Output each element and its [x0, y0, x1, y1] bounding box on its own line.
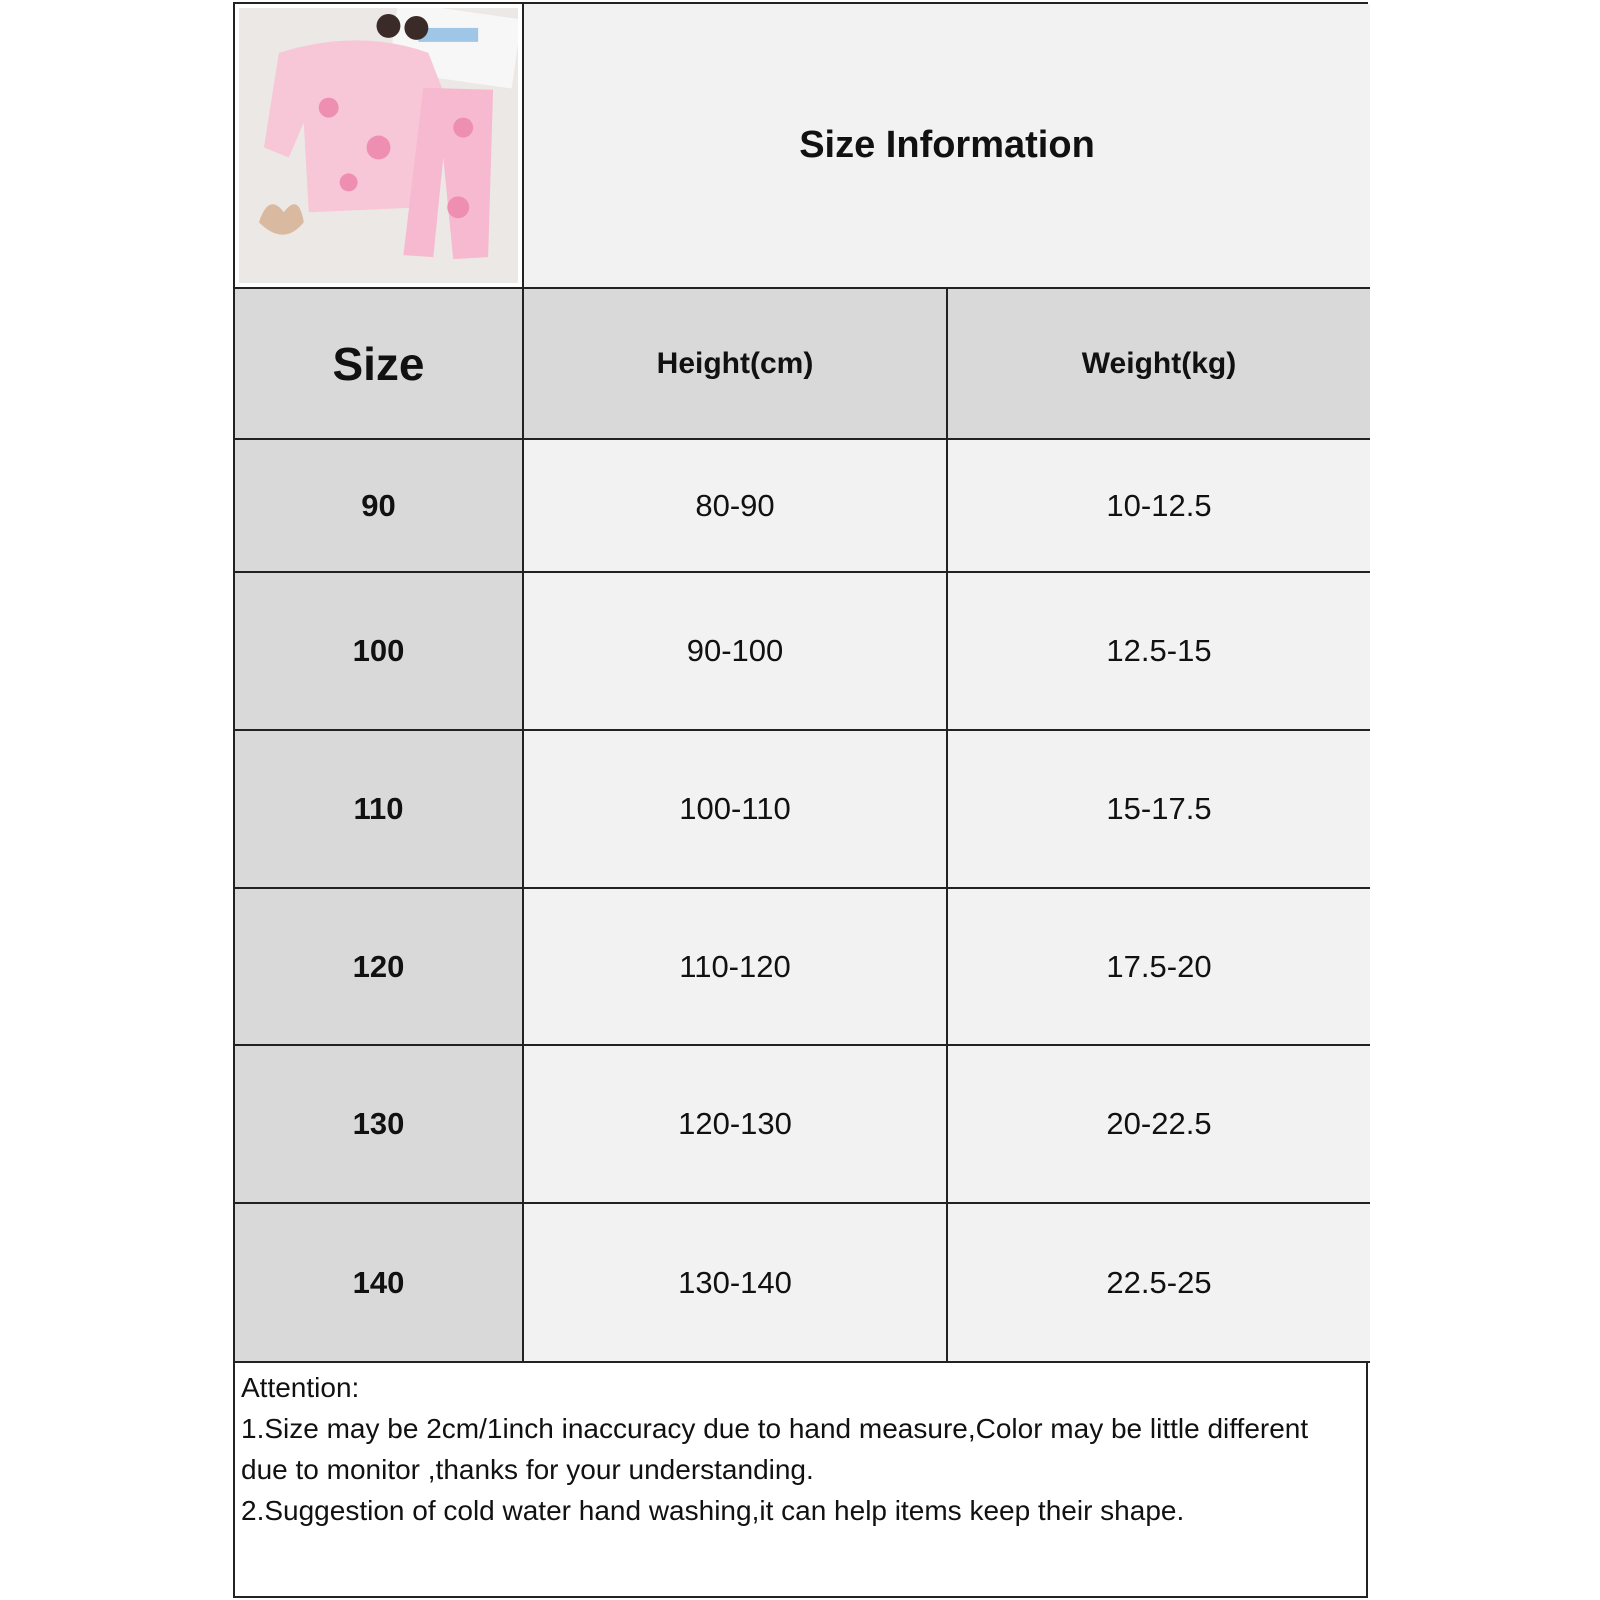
chart-title: Size Information: [524, 4, 1370, 289]
notes-line-2: 2.Suggestion of cold water hand washing,it can help items keep their shape.: [241, 1495, 1185, 1526]
weight-cell: 20-22.5: [948, 1046, 1370, 1204]
product-photo: [235, 4, 524, 289]
size-cell: 100: [235, 573, 524, 731]
height-cell: 80-90: [524, 440, 948, 573]
size-cell: 120: [235, 889, 524, 1046]
weight-cell: 12.5-15: [948, 573, 1370, 731]
header-size: Size: [235, 289, 524, 440]
height-cell: 110-120: [524, 889, 948, 1046]
pajama-photo-icon: [239, 8, 518, 283]
weight-cell: 15-17.5: [948, 731, 1370, 889]
height-cell: 120-130: [524, 1046, 948, 1204]
weight-cell: 10-12.5: [948, 440, 1370, 573]
weight-cell: 22.5-25: [948, 1204, 1370, 1363]
size-cell: 110: [235, 731, 524, 889]
size-cell: 130: [235, 1046, 524, 1204]
attention-notes: [235, 1363, 1366, 1535]
header-height: Height(cm): [524, 289, 948, 440]
notes-heading: Attention:: [241, 1372, 360, 1403]
header-weight: Weight(kg): [948, 289, 1370, 440]
height-cell: 90-100: [524, 573, 948, 731]
height-cell: 100-110: [524, 731, 948, 889]
size-cell: 90: [235, 440, 524, 573]
weight-cell: 17.5-20: [948, 889, 1370, 1046]
height-cell: 130-140: [524, 1204, 948, 1363]
size-chart: [233, 2, 1368, 1598]
size-cell: 140: [235, 1204, 524, 1363]
notes-line-1: 1.Size may be 2cm/1inch inaccuracy due to hand measure,Color may be little different due to monitor ,thanks for your understanding.: [241, 1413, 1309, 1485]
